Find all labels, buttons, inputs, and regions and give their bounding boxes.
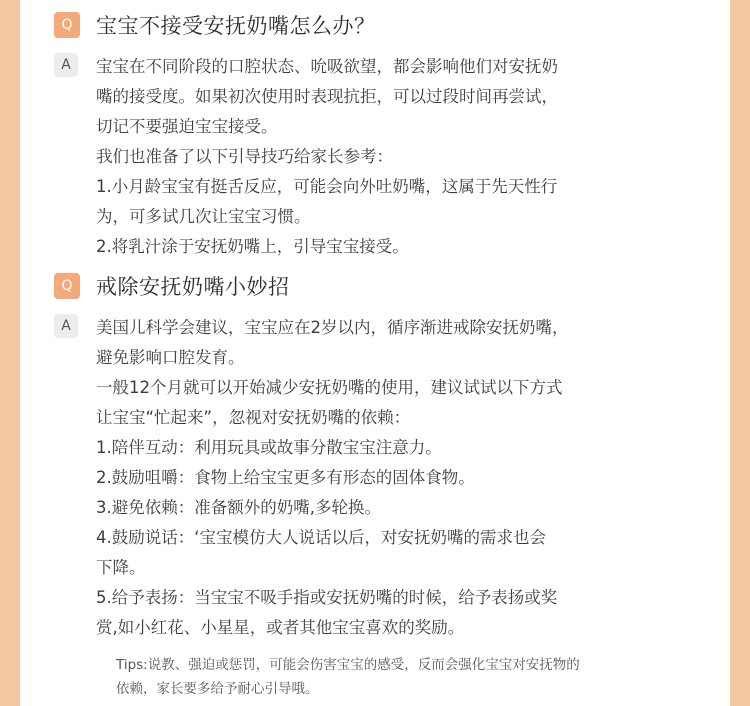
answer-line: 1.小月龄宝宝有挺舌反应，可能会向外吐奶嘴，这属于先天性行	[96, 177, 558, 196]
answer-line: 让宝宝“忙起来”，忽视对安抚奶嘴的依赖：	[96, 408, 411, 427]
answer-line: 一般12个月就可以开始减少安抚奶嘴的使用，建议试试以下方式	[96, 378, 563, 397]
qa-section-1	[54, 10, 710, 262]
question-title: 宝宝不接受安抚奶嘴怎么办？	[96, 14, 376, 38]
answer-line: 宝宝在不同阶段的口腔状态、吮吸欲望，都会影响他们对安抚奶	[96, 57, 558, 76]
a-badge: A	[54, 314, 78, 338]
answer-line: 3.避免依赖：准备额外的奶嘴,多轮换。	[96, 498, 381, 517]
answer-line: 4.鼓励说话：‘宝宝模仿大人说话以后，对安抚奶嘴的需求也会	[96, 528, 546, 547]
answer-line: 2.将乳汁涂于安抚奶嘴上，引导宝宝接受。	[96, 237, 409, 256]
answer-line: 为，可多试几次让宝宝习惯。	[96, 207, 311, 226]
answer-row	[54, 52, 710, 262]
answer-line: 2.鼓励咀嚼：食物上给宝宝更多有形态的固体食物。	[96, 468, 475, 487]
answer-row	[54, 313, 710, 643]
content-card	[20, 0, 730, 706]
q-badge: Q	[54, 273, 80, 299]
answer-line: 1.陪伴互动：利用玩具或故事分散宝宝注意力。	[96, 438, 442, 457]
question-title: 戒除安抚奶嘴小妙招	[96, 275, 290, 299]
tips-note	[116, 653, 700, 701]
q-badge: Q	[54, 12, 80, 38]
a-badge: A	[54, 53, 78, 77]
answer-line: 5.给予表扬：当宝宝不吸手指或安抚奶嘴的时候，给予表扬或奖	[96, 588, 558, 607]
tips-line: 依赖，家长要多给予耐心引导哦。	[116, 681, 319, 697]
answer-body	[96, 52, 558, 262]
answer-line: 避免影响口腔发育。	[96, 348, 245, 367]
answer-line: 美国儿科学会建议，宝宝应在2岁以内，循序渐进戒除安抚奶嘴，	[96, 318, 569, 337]
answer-line: 嘴的接受度。如果初次使用时表现抗拒，可以过段时间再尝试，	[96, 87, 558, 106]
answer-line: 切记不要强迫宝宝接受。	[96, 117, 278, 136]
answer-body	[96, 313, 569, 643]
qa-section-2	[54, 271, 710, 643]
question-row	[54, 271, 710, 301]
question-row	[54, 10, 710, 40]
answer-line: 我们也准备了以下引导技巧给家长参考：	[96, 147, 393, 166]
tips-line: Tips:说教、强迫或惩罚，可能会伤害宝宝的感受，反而会强化宝宝对安抚物的	[116, 657, 580, 673]
answer-line: 下降。	[96, 558, 146, 577]
answer-line: 赏,如小红花、小星星，或者其他宝宝喜欢的奖励。	[96, 618, 465, 637]
